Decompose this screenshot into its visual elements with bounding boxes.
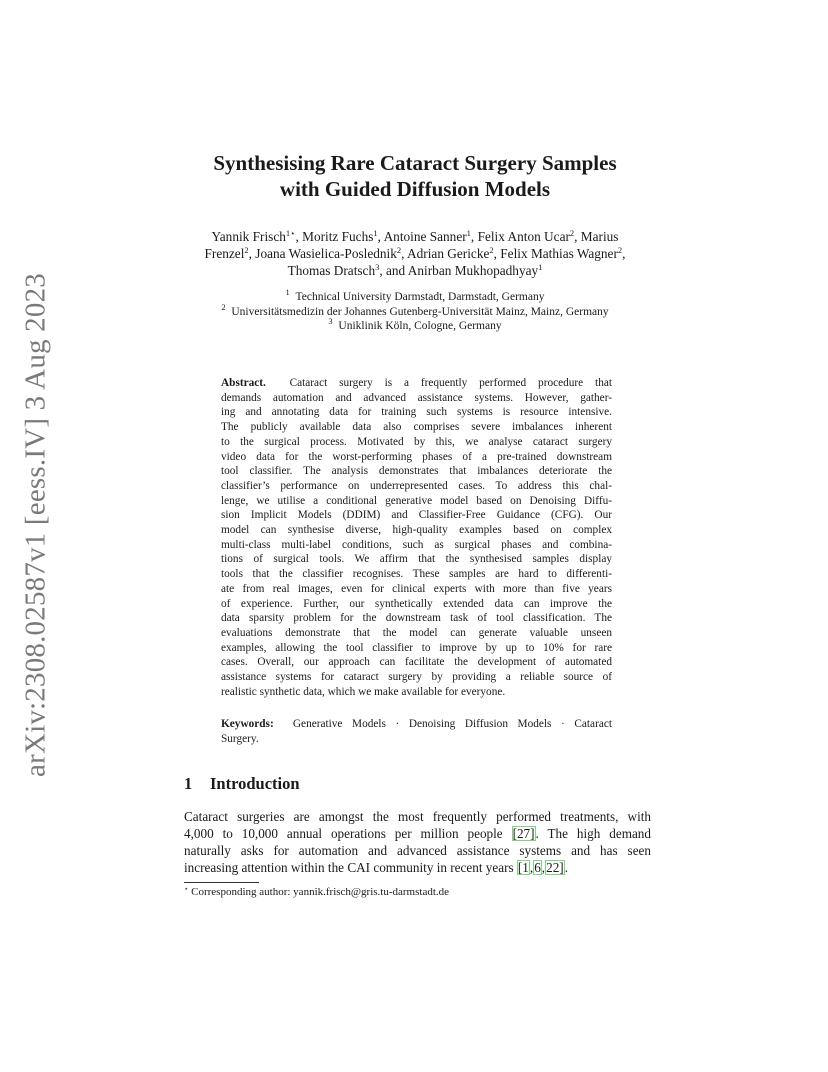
citation-link[interactable]: 6 — [534, 860, 541, 875]
affil-text: Universitätsmedizin der Johannes Gutenberg-Universität Mainz, Mainz, Germany — [231, 305, 609, 318]
author-affil-mark: 3 — [375, 262, 380, 272]
abstract-label: Abstract. — [221, 377, 266, 389]
intro-text: . The high demand — [535, 826, 651, 841]
affil-text: Uniklinik Köln, Cologne, Germany — [338, 320, 502, 332]
footnote-rule — [184, 882, 259, 883]
intro-text: 4,000 to 10,000 annual operations per million people — [184, 826, 512, 841]
author-name: , Adrian Gericke — [401, 246, 490, 261]
intro-line — [184, 825, 651, 842]
abstract-line — [221, 376, 612, 391]
abstract-line: multi-class multi-label conditions, such as surgical phases and combina- — [221, 538, 612, 551]
author-affil-mark: 2 — [569, 228, 575, 238]
affiliation-1 — [150, 287, 680, 305]
affil-mark: 3 — [328, 316, 333, 326]
introduction-paragraph — [184, 808, 651, 876]
intro-line: increasing attention within the CAI community in recent years [1,6,22]. — [184, 860, 568, 875]
section-number: 1 — [184, 774, 193, 793]
author-name: Yannik Frisch — [211, 229, 286, 244]
abstract-line: sion Implicit Models (DDIM) and Classifier-Free Guidance (CFG). Our — [221, 509, 612, 522]
intro-line: Cataract surgeries are amongst the most frequently performed treatments, with — [184, 809, 651, 824]
abstract-line: ate from real images, even for clinical experts with more than five years — [221, 582, 612, 595]
author-name: , and Anirban Mukhopadhyay — [379, 263, 539, 278]
author-line-2 — [170, 245, 660, 262]
author-name: , Felix Mathias Wagner — [493, 246, 618, 261]
author-name: Frenzel — [204, 246, 245, 261]
paper-title — [150, 150, 680, 202]
citation-link[interactable]: [27] — [512, 826, 535, 841]
author-affil-mark: 2 — [396, 245, 402, 255]
affiliation-2 — [150, 301, 680, 320]
author-affil-mark: 1 — [538, 262, 543, 272]
abstract-line: realistic synthetic data, which we make available for everyone. — [221, 685, 506, 698]
author-line-1 — [170, 228, 660, 245]
author-name: Thomas Dratsch — [287, 263, 376, 278]
abstract-line: examples, allowing the tool classifier to improve by up to 10% for rare — [221, 641, 612, 654]
intro-text: . — [564, 860, 568, 875]
abstract-line: tions of surgical tools. We affirm that the synthesised samples display — [221, 553, 612, 566]
keywords-line: Surgery. — [221, 733, 259, 745]
keywords-text: Generative Models · Denoising Diffusion Models · Cataract — [292, 718, 612, 730]
author-list — [170, 228, 660, 279]
keywords — [221, 717, 612, 747]
author-affil-mark: 2 — [617, 245, 623, 255]
abstract-line: model can synthesise diverse, high-quality examples based on complex — [221, 524, 612, 537]
section-heading-introduction — [184, 774, 300, 794]
title-line-2: with Guided Diffusion Models — [279, 177, 551, 201]
footnote — [184, 885, 449, 899]
author-name: , Felix Anton Ucar — [470, 229, 570, 244]
author-name: , — [622, 246, 626, 261]
title-line-1: Synthesising Rare Cataract Surgery Samples — [213, 151, 617, 175]
author-line-3 — [170, 262, 660, 279]
affiliation-3 — [150, 316, 680, 334]
abstract-line: The publicly available data also comprises severe imbalances inherent — [221, 421, 612, 434]
author-affil-mark: 2 — [489, 245, 494, 255]
abstract-line: video data for the worst-performing phases of a pre-trained downstream — [221, 450, 612, 463]
citation-link[interactable]: 22] — [546, 860, 564, 875]
footnote-mark: ⋆ — [184, 885, 189, 893]
abstract-line: demands automation and advanced assistance systems. However, gather- — [221, 391, 612, 404]
abstract-line: data sparsity problem for the downstream task of tool classification. The — [221, 612, 612, 625]
abstract — [221, 376, 612, 699]
keywords-line — [221, 717, 612, 732]
abstract-line: of experience. Further, our synthetically extended data can improve the — [221, 597, 612, 610]
abstract-line: tool classifier. The analysis demonstrates that imbalances deteriorate the — [221, 465, 612, 478]
author-name: , Moritz Fuchs — [295, 229, 374, 244]
abstract-text: Cataract surgery is a frequently performed procedure that — [289, 377, 612, 389]
abstract-line: lenge, we utilise a conditional generative model based on Denoising Diffu- — [221, 494, 612, 507]
abstract-line: to the surgical process. Motivated by this, we analyse cataract surgery — [221, 435, 612, 448]
intro-text: increasing attention within the CAI community in recent years — [184, 860, 517, 875]
author-name: , Marius — [574, 229, 619, 244]
abstract-line: ing and annotating data for training such systems is resource intensive. — [221, 406, 612, 419]
footnote-text: Corresponding author: yannik.frisch@gris.tu-darmstadt.de — [191, 886, 450, 898]
affiliation-list — [150, 287, 680, 334]
abstract-line: classifier’s performance on underrepresented cases. To address this chal- — [221, 479, 612, 492]
affil-text: Technical University Darmstadt, Darmstadt, Germany — [295, 291, 545, 303]
author-affil-mark: 1⋆ — [285, 228, 296, 238]
author-affil-mark: 1 — [466, 228, 471, 238]
author-affil-mark: 1 — [373, 228, 378, 238]
abstract-line: cases. Overall, our approach can facilitate the development of automated — [221, 656, 612, 669]
section-title: Introduction — [210, 774, 300, 793]
affil-mark: 2 — [221, 301, 226, 312]
abstract-line: tools that the classifier recognises. These samples are hard to differenti- — [221, 568, 612, 581]
keywords-label: Keywords: — [221, 718, 274, 730]
author-affil-mark: 2 — [244, 245, 249, 255]
abstract-line: evaluations demonstrate that the model can generate valuable unseen — [221, 626, 612, 639]
arxiv-stamp-text: arXiv:2308.02587v1 [eess.IV] 3 Aug 2023 — [19, 273, 52, 777]
citation-link[interactable]: [1 — [517, 860, 529, 875]
author-name: , Joana Wasielica-Poslednik — [248, 246, 397, 261]
author-name: , Antoine Sanner — [377, 229, 467, 244]
intro-line: naturally asks for automation and advanced assistance systems and has seen — [184, 843, 651, 858]
abstract-line: assistance systems for cataract surgery by providing a reliable source of — [221, 671, 612, 684]
affil-mark: 1 — [285, 287, 290, 297]
